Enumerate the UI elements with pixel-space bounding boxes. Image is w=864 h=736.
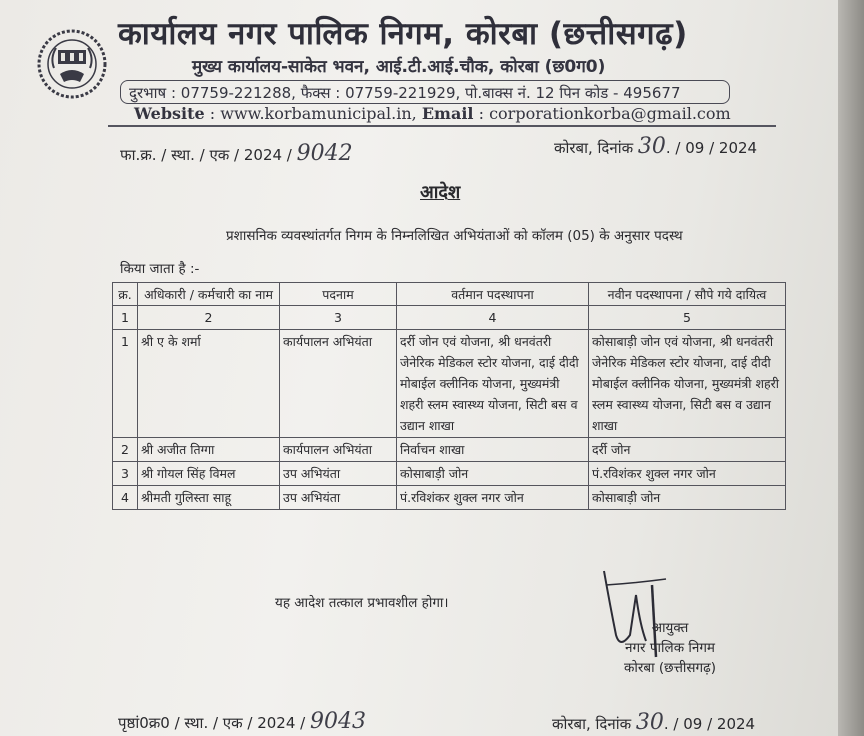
order-intro-line1: प्रशासनिक व्यवस्थांतर्गत निगम के निम्नलिखित अभियंताओं को कॉलम (05) के अनुसार पदस्थ xyxy=(226,228,683,244)
header-designation: पदनाम xyxy=(280,283,397,306)
order-date xyxy=(554,134,757,159)
website-email-line xyxy=(134,104,731,123)
row-current-posting: निर्वाचन शाखा xyxy=(397,438,589,462)
email-label: Email xyxy=(421,104,474,123)
order-intro-line2: किया जाता है :- xyxy=(120,261,200,277)
endorsement-reference xyxy=(118,709,366,734)
row-new-posting: कोसाबाड़ी जोन एवं योजना, श्री धनवंतरी जेनेरिक मेडिकल स्टोर योजना, दाई दीदी मोबाईल क्लीनिक योजना, मुख्यमंत्री शहरी स्लम स्वास्थ्य योजना, सिटी बस व उद्यान शाखा xyxy=(589,330,786,438)
endorsement-prefix: पृष्ठां0क्र0 / स्था. / एक / 2024 / xyxy=(118,714,306,732)
row-name: श्री ए के शर्मा xyxy=(138,330,280,438)
column-number-row xyxy=(113,306,786,330)
row-name: श्री गोयल सिंह विमल xyxy=(138,462,280,486)
office-title: कार्यालय नगर पालिक निगम, कोरबा (छत्तीसगढ़) xyxy=(118,16,688,52)
row-new-posting: पं.रविशंकर शुक्ल नगर जोन xyxy=(589,462,786,486)
table-row xyxy=(113,438,786,462)
website-label: Website xyxy=(134,104,205,123)
header-new-posting: नवीन पदस्थापना / सौपे गये दायित्व xyxy=(589,283,786,306)
row-current-posting: कोसाबाड़ी जोन xyxy=(397,462,589,486)
row-new-posting: कोसाबाड़ी जोन xyxy=(589,486,786,510)
date-month-year: . / 09 / 2024 xyxy=(665,139,758,157)
row-new-posting: दर्री जोन xyxy=(589,438,786,462)
email-address: : corporationkorba@gmail.com xyxy=(478,104,731,123)
row-designation: कार्यपालन अभियंता xyxy=(280,330,397,438)
reference-number xyxy=(120,141,353,166)
row-sno: 3 xyxy=(113,462,138,486)
table-row xyxy=(113,486,786,510)
row-current-posting: पं.रविशंकर शुक्ल नगर जोन xyxy=(397,486,589,510)
effect-note: यह आदेश तत्काल प्रभावशील होगा। xyxy=(275,595,449,611)
endorsement-month-year: . / 09 / 2024 xyxy=(663,715,756,733)
header-divider xyxy=(108,125,776,127)
order-heading: आदेश xyxy=(420,182,461,203)
header-name: अधिकारी / कर्मचारी का नाम xyxy=(138,283,280,306)
signatory-place: कोरबा (छत्तीसगढ़) xyxy=(623,660,717,676)
row-sno: 2 xyxy=(113,438,138,462)
contact-details: दुरभाष : 07759-221288, फैक्स : 07759-221929, पो.बाक्स नं. 12 पिन कोड - 495677 xyxy=(120,80,730,104)
handwritten-reference-number: 9042 xyxy=(296,141,353,166)
handwritten-date-day: 30 xyxy=(637,134,666,159)
row-designation: कार्यपालन अभियंता xyxy=(280,438,397,462)
table-row xyxy=(113,330,786,438)
row-designation: उप अभियंता xyxy=(280,486,397,510)
office-address: मुख्य कार्यालय-साकेत भवन, आई.टी.आई.चौक, कोरबा (छ0ग0) xyxy=(192,57,606,77)
table-header-row xyxy=(113,283,786,306)
date-prefix: कोरबा, दिनांक xyxy=(554,139,634,157)
municipal-emblem-logo xyxy=(36,28,108,100)
column-number: 5 xyxy=(589,306,786,330)
column-number: 4 xyxy=(397,306,589,330)
website-url: : www.korbamunicipal.in, xyxy=(209,104,417,123)
row-sno: 1 xyxy=(113,330,138,438)
posting-table xyxy=(112,282,786,510)
row-name: श्री अजीत तिग्गा xyxy=(138,438,280,462)
endorsement-date-prefix: कोरबा, दिनांक xyxy=(552,715,632,733)
row-current-posting: दर्री जोन एवं योजना, श्री धनवंतरी जेनेरिक मेडिकल स्टोर योजना, दाई दीदी मोबाईल क्लीनिक योजना, मुख्यमंत्री शहरी स्लम स्वास्थ्य योजना, सिटी बस व उद्यान शाखा xyxy=(397,330,589,438)
signatory-title: आयुक्त xyxy=(651,620,689,636)
table-row xyxy=(113,462,786,486)
signatory-office: नगर पालिक निगम xyxy=(624,640,716,656)
reference-prefix: फा.क्र. / स्था. / एक / 2024 / xyxy=(120,146,292,164)
page-shadow xyxy=(838,0,864,736)
header-sno: क्र. xyxy=(113,283,138,306)
endorsement-date xyxy=(552,710,755,735)
row-sno: 4 xyxy=(113,486,138,510)
handwritten-endorsement-number: 9043 xyxy=(309,709,366,734)
handwritten-endorsement-day: 30 xyxy=(635,710,664,735)
row-designation: उप अभियंता xyxy=(280,462,397,486)
column-number: 3 xyxy=(280,306,397,330)
header-current-posting: वर्तमान पदस्थापना xyxy=(397,283,589,306)
signatory-block xyxy=(580,618,760,678)
column-number: 1 xyxy=(113,306,138,330)
row-name: श्रीमती गुलिस्ता साहू xyxy=(138,486,280,510)
column-number: 2 xyxy=(138,306,280,330)
